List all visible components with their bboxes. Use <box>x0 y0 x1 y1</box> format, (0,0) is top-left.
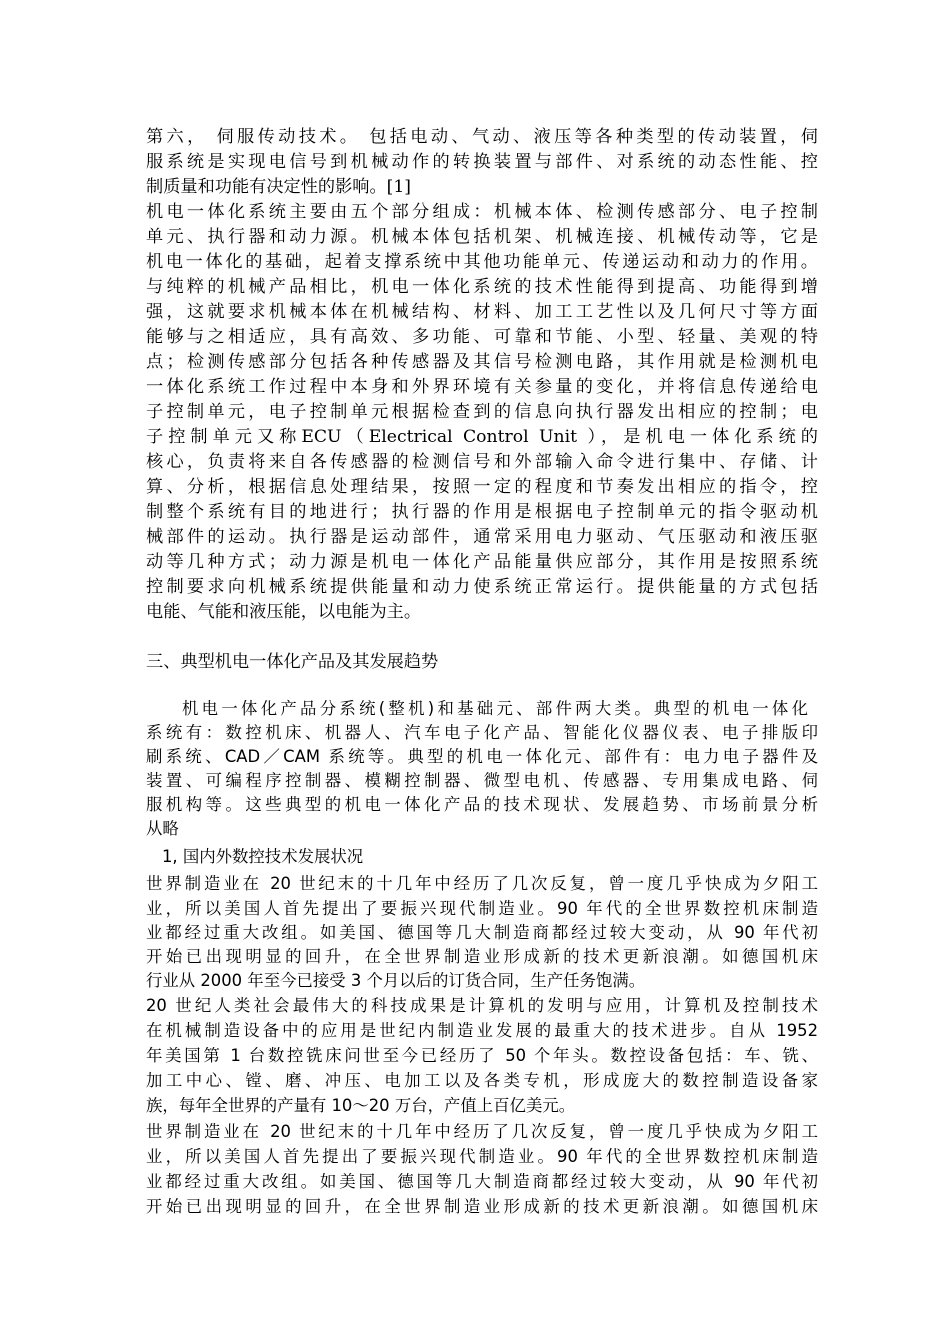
text-line: 械部件的运动。执行器是运动部件，通常采用电力驱动、气压驱动和液压驱 <box>146 527 818 547</box>
text-line: 动等几种方式；动力源是机电一体化产品能量供应部分，其作用是按照系统 <box>146 552 818 572</box>
subheading-text: 1, 国内外数控技术发展状况 <box>162 847 364 866</box>
text-line: 在机械制造设备中的应用是世纪内制造业发展的最重大的技术进步。自从 1952 <box>146 1021 818 1040</box>
text-line: 业，所以美国人首先提出了要振兴现代制造业。90 年代的全世界数控机床制造 <box>146 899 818 918</box>
text-line: 世界制造业在 20 世纪末的十几年中经历了几次反复，曾一度几乎快成为夕阳工 <box>146 874 818 893</box>
text-line: 加工中心、镗、磨、冲压、电加工以及各类专机，形成庞大的数控制造设备家 <box>146 1071 818 1090</box>
text-line: 子控制单元又称ECU（Electrical Control Unit ），是机电一体化系统的 <box>146 427 818 447</box>
text-line: 核心，负责将来自各传感器的检测信号和外部输入命令进行集中、存储、计 <box>146 452 818 472</box>
text-line: 一体化系统工作过程中本身和外界环境有关参量的变化，并将信息传递给电 <box>146 377 818 397</box>
text-line: 开始已出现明显的回升，在全世界制造业形成新的技术更新浪潮。如德国机床 <box>146 947 818 966</box>
text-line: 制整个系统有目的地进行；执行器的作用是根据电子控制单元的指令驱动机 <box>146 502 818 522</box>
text-line: 制质量和功能有决定性的影响。[1] <box>146 177 411 197</box>
text-line: 20 世纪人类社会最伟大的科技成果是计算机的发明与应用，计算机及控制技术 <box>146 996 818 1015</box>
text-line: 能够与之相适应，具有高效、多功能、可靠和节能、小型、轻量、美观的特 <box>146 327 818 347</box>
heading-text: 三、典型机电一体化产品及其发展趋势 <box>146 652 439 672</box>
text-line: 业都经过重大改组。如美国、德国等几大制造商都经过较大变动，从 90 年代初 <box>146 923 818 942</box>
text-line: 点；检测传感部分包括各种传感器及其信号检测电路，其作用就是检测机电 <box>146 352 818 372</box>
text-line: 系统有：数控机床、机器人、汽车电子化产品、智能化仪器仪表、电子排版印 <box>146 723 818 742</box>
text-line: 机电一体化的基础，起着支撑系统中其他功能单元、传递运动和动力的作用。 <box>146 252 818 272</box>
text-line: 与纯粹的机械产品相比，机电一体化系统的技术性能得到提高、功能得到增 <box>146 277 818 297</box>
text-line: 服机构等。这些典型的机电一体化产品的技术现状、发展趋势、市场前景分析 <box>146 795 818 814</box>
text-line: 算、分析，根据信息处理结果，按照一定的程度和节奏发出相应的指令，控 <box>146 477 818 497</box>
text-line: 第六， 伺服传动技术。 包括电动、气动、液压等各种类型的传动装置，伺 <box>146 127 818 147</box>
text-line: 机电一体化系统主要由五个部分组成：机械本体、检测传感部分、电子控制 <box>146 202 818 222</box>
text-line: 刷系统、CAD／CAM 系统等。典型的机电一体化元、部件有：电力电子器件及 <box>146 747 818 766</box>
text-line: 机电一体化产品分系统(整机)和基础元、部件两大类。典型的机电一体化 <box>182 699 808 718</box>
text-line: 业都经过重大改组。如美国、德国等几大制造商都经过较大变动，从 90 年代初 <box>146 1172 818 1191</box>
text-line: 单元、执行器和动力源。机械本体包括机架、机械连接、机械传动等，它是 <box>146 227 818 247</box>
text-line: 电能、气能和液压能，以电能为主。 <box>146 602 422 622</box>
text-line: 从略 <box>146 819 179 838</box>
text-line: 服系统是实现电信号到机械动作的转换装置与部件、对系统的动态性能、控 <box>146 152 818 172</box>
text-line: 开始已出现明显的回升，在全世界制造业形成新的技术更新浪潮。如德国机床 <box>146 1197 818 1216</box>
text-line: 世界制造业在 20 世纪末的十几年中经历了几次反复，曾一度几乎快成为夕阳工 <box>146 1122 818 1141</box>
text-line: 族，每年全世界的产量有 10～20 万台，产值上百亿美元。 <box>146 1096 576 1115</box>
text-line: 年美国第 1 台数控铣床问世至今已经历了 50 个年头。数控设备包括：车、铣、 <box>146 1046 818 1065</box>
text-line: 强，这就要求机械本体在机械结构、材料、加工工艺性以及几何尺寸等方面 <box>146 302 818 322</box>
text-line: 装置、可编程序控制器、模糊控制器、微型电机、传感器、专用集成电路、伺 <box>146 771 818 790</box>
text-line: 行业从 2000 年至今已接受 3 个月以后的订货合同，生产任务饱满。 <box>146 971 646 990</box>
text-line: 子控制单元，电子控制单元根据检查到的信息向执行器发出相应的控制；电 <box>146 402 818 422</box>
text-line: 业，所以美国人首先提出了要振兴现代制造业。90 年代的全世界数控机床制造 <box>146 1147 818 1166</box>
text-line: 控制要求向机械系统提供能量和动力使系统正常运行。提供能量的方式包括 <box>146 577 818 597</box>
